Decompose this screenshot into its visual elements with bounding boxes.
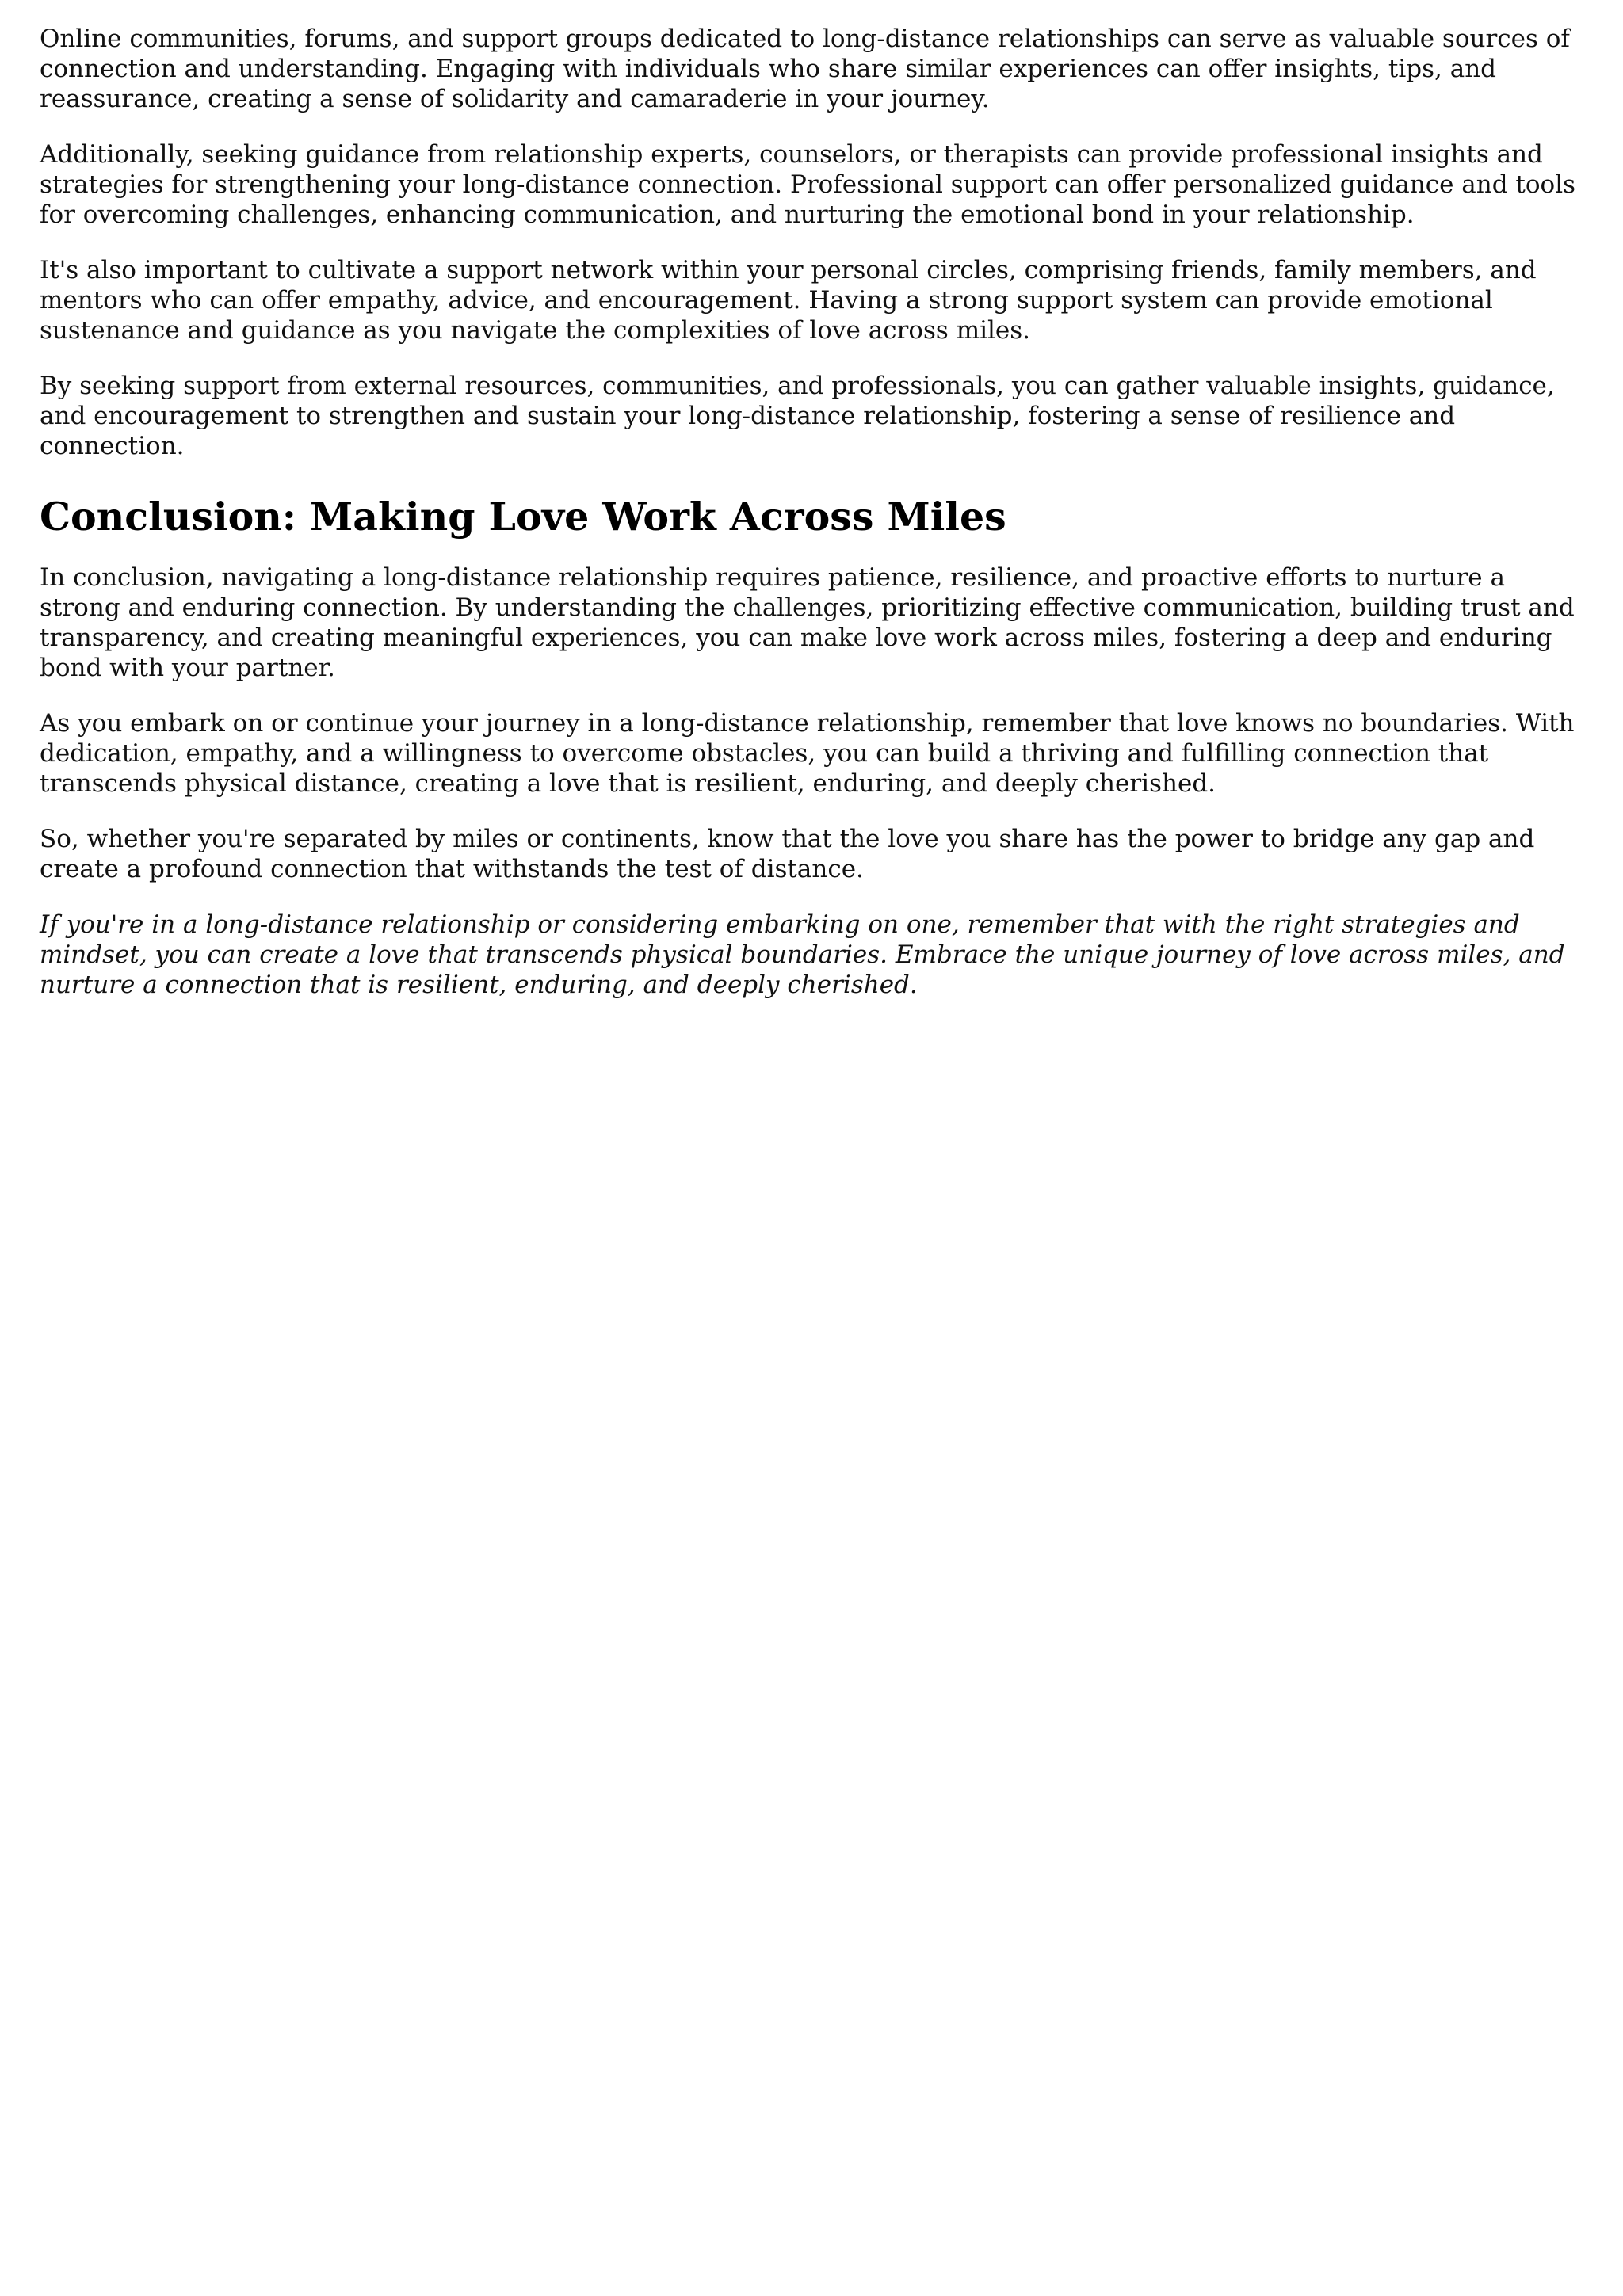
document-page xyxy=(0,0,1623,1000)
body-paragraph: By seeking support from external resources, communities, and professionals, you can gather valuable insights, guidance, and encouragement to strengthen and sustain your long-distance relationship, fostering a sense of resilience and connection. xyxy=(40,372,1555,460)
conclusion-paragraph: So, whether you're separated by miles or continents, know that the love you share has the power to bridge any gap and create a profound connection that withstands the test of distance. xyxy=(40,825,1535,883)
body-paragraph: Additionally, seeking guidance from relationship experts, counselors, or therapists can provide professional insights and strategies for strengthening your long-distance connection. Professional support can offer personalized guidance and tools for overcoming challenges, enhancing communication, and nurturing the emotional bond in your relationship. xyxy=(40,140,1576,229)
conclusion-heading: Conclusion: Making Love Work Across Miles xyxy=(40,494,1006,540)
body-paragraph: It's also important to cultivate a support network within your personal circles, comprising friends, family members, and mentors who can offer empathy, advice, and encouragement. Having a strong support system can provide emotional sustenance and guidance as you navigate the complexities of love across miles. xyxy=(40,256,1537,345)
conclusion-paragraph: As you embark on or continue your journey in a long-distance relationship, remember that love knows no boundaries. With dedication, empathy, and a willingness to overcome obstacles, you can build a thriving and fulfilling connection that transcends physical distance, creating a love that is resilient, enduring, and deeply cherished. xyxy=(40,709,1575,798)
conclusion-paragraph: In conclusion, navigating a long-distance relationship requires patience, resilience, and proactive efforts to nurture a strong and enduring connection. By understanding the challenges, prioritizing effective communication, building trust and transparency, and creating meaningful experiences, you can make love work across miles, fostering a deep and enduring bond with your partner. xyxy=(40,563,1575,682)
closing-italic-paragraph: If you're in a long-distance relationship or considering embarking on one, remember that with the right strategies and mindset, you can create a love that transcends physical boundaries. Embrace the unique journey of love across miles, and nurture a connection that is resilient, enduring, and deeply cherished. xyxy=(40,910,1565,999)
body-paragraph: Online communities, forums, and support groups dedicated to long-distance relationships can serve as valuable sources of connection and understanding. Engaging with individuals who share similar experiences can offer insights, tips, and reassurance, creating a sense of solidarity and camaraderie in your journey. xyxy=(40,25,1570,113)
